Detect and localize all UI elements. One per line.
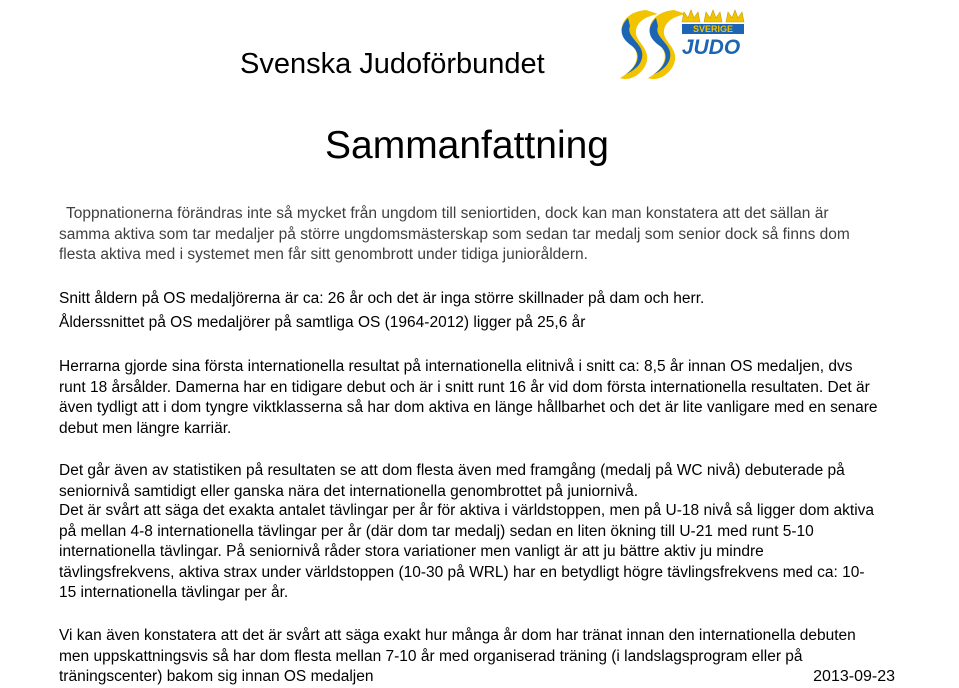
text-line: internationella tävlingar. På seniornivå råder stora variationer men vanligt är att ju bättre aktiv ju mindre — [59, 543, 764, 560]
text-line: flesta aktiva med i systemet men får sitt genombrott under tidiga junioråldern. — [59, 246, 588, 263]
text-line: Vi kan även konstatera att det är svårt att säga exakt hur många år dom har tränat innan den internationella debuten — [59, 627, 856, 644]
text-line: seniornivå samtidigt eller ganska nära det internationella genombrottet på juniornivå. — [59, 482, 639, 500]
text-line: träningscenter) bakom sig innan OS medaljen — [59, 668, 374, 685]
org-title: Svenska Judoförbundet — [240, 48, 545, 80]
text-line: Ålderssnittet på OS medaljörer på samtliga OS (1964-2012) ligger på 25,6 år — [59, 314, 586, 331]
text-line: Snitt åldern på OS medaljörerna är ca: 26 år och det är inga större skillnader på dam och herr. — [59, 290, 705, 307]
frequency-paragraph — [59, 501, 874, 604]
text-line: på mellan 4-8 internationella tävlingar per år (där dom tar medalj) sedan en liten ökning till U-21 med runt 5-10 — [59, 522, 814, 540]
text-line: 15 internationella tävlingar per år. — [59, 584, 289, 601]
text-line: Herrarna gjorde sina första internationella resultat på internationella elitnivå i snitt ca: 8,5 år innan OS medaljen, dvs — [59, 358, 853, 375]
text-line: debut men längre karriär. — [59, 419, 232, 437]
stats-paragraph — [59, 461, 845, 502]
age-paragraph — [59, 289, 704, 310]
age-average-paragraph — [59, 313, 585, 334]
text-line: Toppnationerna förändras inte så mycket från ungdom till seniortiden, dock kan man konstatera att det sällan är — [66, 205, 829, 222]
slide-date: 2013-09-23 — [813, 668, 895, 685]
text-line: även tydligt att i dom tyngre viktklasserna så har dom aktiva en länge hållbarhet och det är lite vanligare med en senare — [59, 399, 878, 416]
text-line: samma aktiva som tar medaljer på större ungdomsmästerskap som sedan tar medalj som senior dock så finns dom — [59, 225, 850, 243]
text-line: men uppskattningsvis så har dom flesta mellan 7-10 år med organiserad träning (i landslagsprogram eller på — [59, 647, 803, 665]
svg-text:JUDO: JUDO — [681, 36, 741, 59]
training-paragraph — [59, 626, 856, 688]
svg-text:SVERIGE: SVERIGE — [692, 24, 734, 34]
debut-paragraph — [59, 357, 878, 439]
svenska-judoforbundet-logo — [608, 2, 748, 90]
intro-paragraph — [59, 204, 850, 266]
text-line: tävlingsfrekvens, aktiva strax under världstoppen (10-30 på WRL) har en betydligt högre tävlingsfrekvens med ca: 10- — [59, 563, 865, 581]
text-line: Det går även av statistiken på resultaten se att dom flesta även med framgång (medalj på WC nivå) debuterade på — [59, 462, 845, 479]
text-line: runt 18 årsålder. Damerna har en tidigare debut och är i snitt runt 16 år vid dom första internationella resultaten. Det är — [59, 378, 870, 396]
crown-logo-icon — [608, 2, 748, 90]
slide-title: Sammanfattning — [325, 124, 609, 167]
text-line: Det är svårt att säga det exakta antalet tävlingar per år för aktiva i världstoppen, men på U-18 nivå så ligger dom aktiva — [59, 502, 875, 519]
